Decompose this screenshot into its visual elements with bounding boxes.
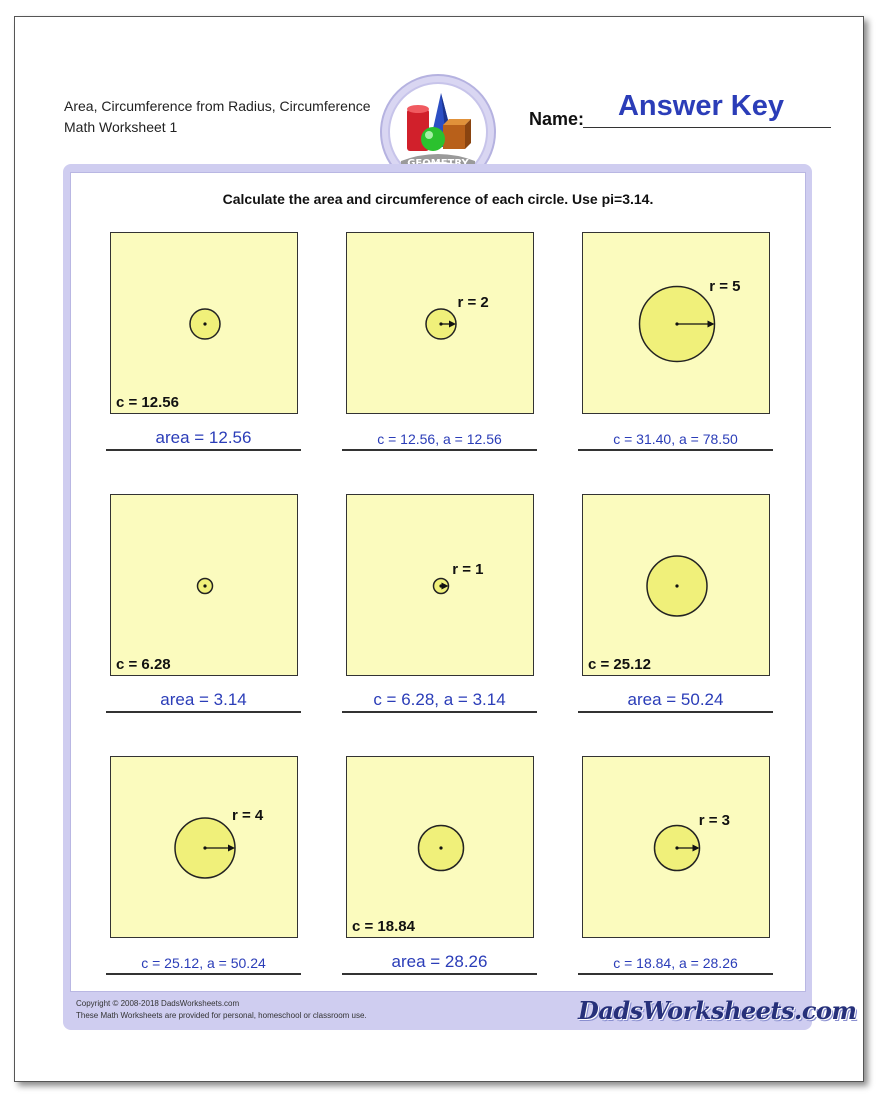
answer-line: c = 31.40, a = 78.50	[578, 427, 773, 451]
circle-diagram	[583, 757, 770, 938]
problem-label: r = 4	[232, 807, 264, 824]
circle-diagram	[347, 233, 534, 414]
circle-diagram	[111, 495, 298, 676]
problem-label: r = 5	[709, 277, 741, 295]
problem-5	[346, 494, 534, 676]
center-dot	[203, 584, 206, 587]
brand-logo: DadsWorksheets.com	[578, 996, 857, 1025]
circle-diagram	[583, 233, 770, 414]
circle-diagram	[347, 757, 534, 938]
problem-3	[582, 232, 770, 414]
problem-label: c = 6.28	[116, 656, 171, 673]
problem-label: c = 12.56	[116, 394, 179, 411]
copyright-notice	[76, 998, 367, 1022]
answer-line: c = 25.12, a = 50.24	[106, 951, 301, 975]
problem-1	[110, 232, 298, 414]
usage-notice: These Math Worksheets are provided for personal, homeschool or classroom use.	[76, 1011, 367, 1020]
answer-line: area = 3.14	[106, 689, 301, 713]
problem-label: c = 25.12	[588, 656, 651, 673]
copyright-text: Copyright © 2008-2018 DadsWorksheets.com	[76, 999, 240, 1008]
problem-7	[110, 756, 298, 938]
center-dot	[439, 846, 442, 849]
name-line	[583, 127, 831, 128]
answer-line: c = 12.56, a = 12.56	[342, 427, 537, 451]
center-dot	[203, 322, 206, 325]
circle-diagram	[111, 233, 298, 414]
answer-line: area = 28.26	[342, 951, 537, 975]
problem-6	[582, 494, 770, 676]
name-label: Name:	[529, 109, 585, 129]
answer-line: area = 12.56	[106, 427, 301, 451]
problem-label: r = 2	[457, 293, 489, 311]
problem-8	[346, 756, 534, 938]
answer-line: c = 18.84, a = 28.26	[578, 951, 773, 975]
answer-key-heading: Answer Key	[617, 90, 784, 122]
answer-line: c = 6.28, a = 3.14	[342, 689, 537, 713]
problem-label: r = 3	[698, 812, 731, 830]
problem-2	[346, 232, 534, 414]
problem-4	[110, 494, 298, 676]
circle-diagram	[583, 495, 770, 676]
problem-9	[582, 756, 770, 938]
center-dot	[675, 584, 678, 587]
problem-label: c = 18.84	[352, 918, 415, 935]
title-line-2: Math Worksheet 1	[64, 119, 178, 135]
title-line-1: Area, Circumference from Radius, Circumference	[64, 98, 371, 114]
circle-diagram	[347, 495, 534, 676]
instructions: Calculate the area and circumference of each circle. Use pi=3.14.	[222, 191, 654, 207]
circle-diagram	[111, 757, 298, 938]
problem-label: r = 1	[452, 560, 484, 578]
worksheet-title	[64, 96, 371, 138]
answer-line: area = 50.24	[578, 689, 773, 713]
